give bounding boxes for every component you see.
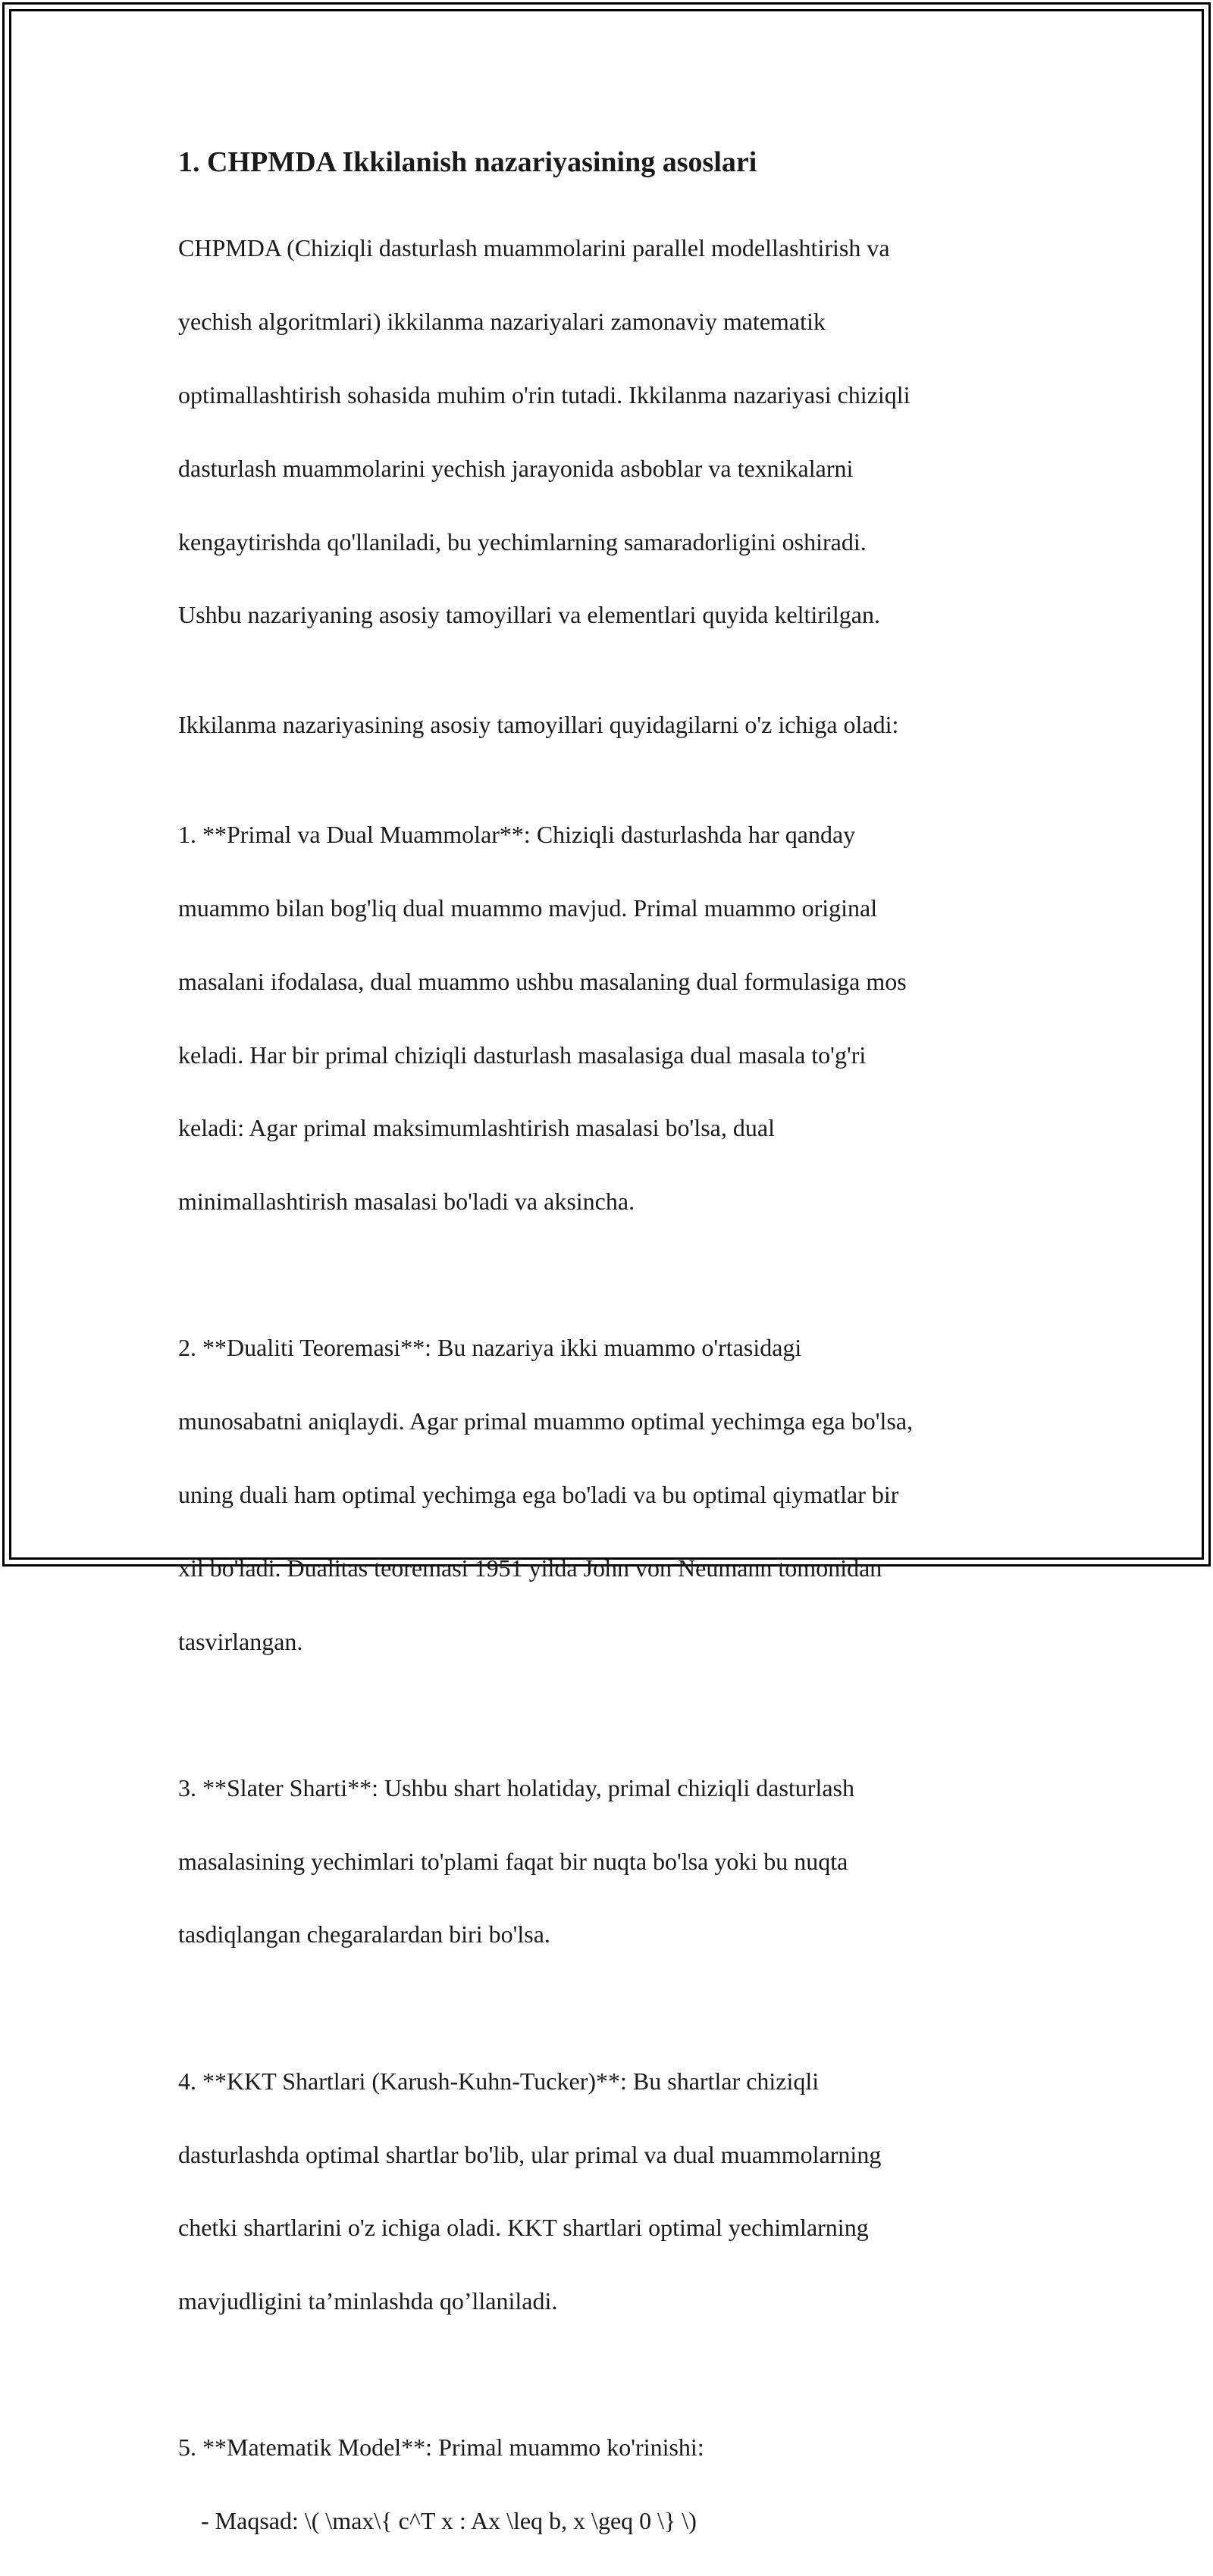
text-line: 4. **KKT Shartlari (Karush-Kuhn-Tucker)**: Bu shartlar chiziqli: [178, 2067, 820, 2095]
list-item-slater-condition: [178, 1732, 1035, 1989]
text-line: optimallashtirish sohasida muhim o'rin tutadi. Ikkilanma nazariyasi chiziqli: [178, 381, 911, 409]
text-line: kengaytirishda qo'llaniladi, bu yechimlarning samaradorligini oshiradi.: [178, 527, 867, 556]
text-line: keladi. Har bir primal chiziqli dasturlash masalasiga dual masala to'g'ri: [178, 1041, 867, 1069]
text-line: keladi: Agar primal maksimumlashtirish masalasi bo'lsa, dual: [178, 1114, 775, 1142]
section-heading: 1. CHPMDA Ikkilanish nazariyasining asoslari: [178, 146, 757, 178]
text-line: uning duali ham optimal yechimga ega bo'ladi va bu optimal qiymatlar bir: [178, 1481, 899, 1508]
text-line: xil bo'ladi. Dualitas teoremasi 1951 yilda John von Neumann tomonidan: [178, 1554, 882, 1582]
text-line: chetki shartlarini o'z ichiga oladi. KKT shartlari optimal yechimlarning: [178, 2214, 869, 2242]
list-item-primal-dual: [178, 780, 1035, 1257]
principles-intro: Ikkilanma nazariyasining asosiy tamoyillari quyidagilarni o'z ichiga oladi:: [178, 711, 899, 739]
text-line: 3. **Slater Sharti**: Ushbu shart holatiday, primal chiziqli dasturlash: [178, 1773, 854, 1801]
text-line: 5. **Matematik Model**: Primal muammo ko'rinishi:: [178, 2434, 704, 2462]
text-line: CHPMDA (Chiziqli dasturlash muammolarini parallel modellashtirish va: [178, 234, 890, 262]
text-line: tasdiqlangan chegaralardan biri bo'lsa.: [178, 1920, 550, 1948]
text-line: masalani ifodalasa, dual muammo ushbu masalaning dual formulasiga mos: [178, 967, 907, 995]
text-line: munosabatni aniqlaydi. Agar primal muammo optimal yechimga ega bo'lsa,: [178, 1407, 914, 1435]
text-line: masalasining yechimlari to'plami faqat bir nuqta bo'lsa yoki bu nuqta: [178, 1847, 848, 1875]
text-line: dasturlashda optimal shartlar bo'lib, ular primal va dual muammolarning: [178, 2140, 882, 2168]
text-line: dasturlash muammolarini yechish jarayonida asboblar va texnikalarni: [178, 454, 854, 482]
list-item-math-model: [178, 2393, 1035, 2576]
list-item-duality-theorem: [178, 1293, 1035, 1696]
text-line: yechish algoritmlari) ikkilanma nazariyalari zamonaviy matematik: [178, 308, 826, 336]
document-page: [178, 140, 1035, 2576]
intro-paragraph: [178, 193, 1035, 670]
text-line: 2. **Dualiti Teoremasi**: Bu nazariya ikki muammo o'rtasidagi: [178, 1334, 802, 1362]
objective-formula: - Maqsad: \( \max\{ c^T x : Ax \leq b, x \geq 0 \} \): [201, 2507, 697, 2535]
text-line: mavjudligini ta’minlashda qo’llaniladi.: [178, 2287, 558, 2315]
text-line: minimallashtirish masalasi bo'ladi va aksincha.: [178, 1188, 635, 1216]
text-line: Ushbu nazariyaning asosiy tamoyillari va elementlari quyida keltirilgan.: [178, 601, 880, 629]
text-line: tasvirlangan.: [178, 1627, 303, 1655]
list-item-kkt-conditions: [178, 2026, 1035, 2356]
text-line: muammo bilan bog'liq dual muammo mavjud. Primal muammo original: [178, 894, 878, 922]
text-line: 1. **Primal va Dual Muammolar**: Chiziqli dasturlashda har qanday: [178, 821, 856, 849]
